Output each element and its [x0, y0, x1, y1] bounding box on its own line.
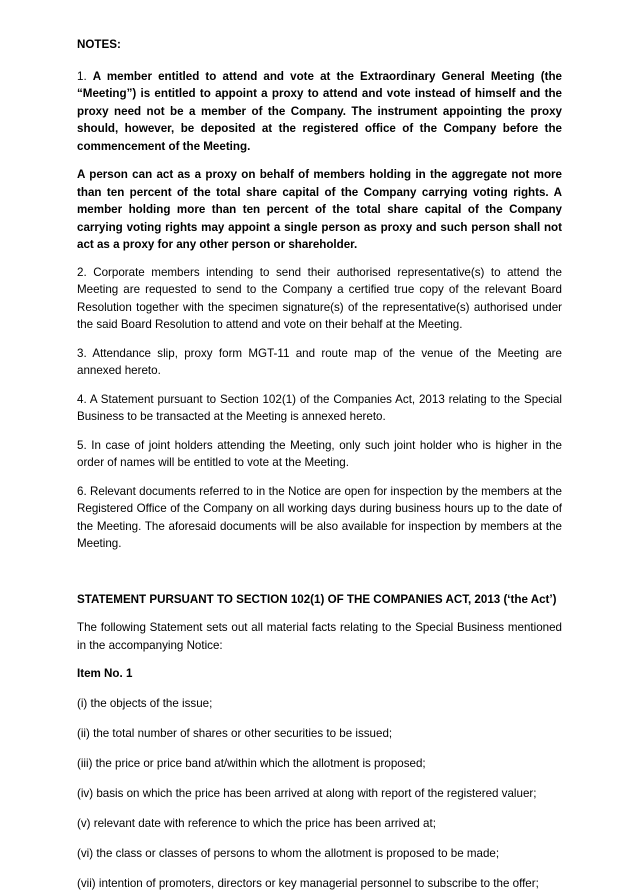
notes-heading: NOTES:	[77, 38, 121, 51]
item-line: (ii) the total number of shares or other securities to be issued;	[77, 726, 393, 740]
item-line: (v) relevant date with reference to which the price has been arrived at;	[77, 816, 436, 830]
statement-heading: STATEMENT PURSUANT TO SECTION 102(1) OF THE COMPANIES ACT, 2013 (‘the Act’)	[77, 592, 557, 606]
note-1	[77, 68, 562, 156]
item-line: (i) the objects of the issue;	[77, 696, 213, 710]
item-line: (iv) basis on which the price has been arrived at along with report of the registered valuer;	[77, 786, 537, 800]
item-line: (vi) the class or classes of persons to whom the allotment is proposed to be made;	[77, 846, 500, 860]
note-3: 3. Attendance slip, proxy form MGT-11 and route map of the venue of the Meeting are annexed hereto.	[77, 346, 562, 377]
item-heading: Item No. 1	[77, 667, 133, 680]
note-1-number: 1.	[77, 69, 93, 83]
note-5: 5. In case of joint holders attending the Meeting, only such joint holder who is higher in the order of names will be entitled to vote at the Meeting.	[77, 438, 562, 469]
note-4: 4. A Statement pursuant to Section 102(1) of the Companies Act, 2013 relating to the Special Business to be transacted at the Meeting is annexed hereto.	[77, 392, 562, 423]
note-1-proxy-limit: A person can act as a proxy on behalf of members holding in the aggregate not more than ten percent of the total share capital of the Company carrying voting rights. A member holding more than ten percent of the total share capital of the Company carrying voting rights may appoint a single person as proxy and such person shall not act as a proxy for any other person or shareholder.	[77, 168, 562, 251]
note-1-text: A member entitled to attend and vote at the Extraordinary General Meeting (the “Meeting”) is entitled to appoint a proxy to attend and vote instead of himself and the proxy need not be a member of the Company. The instrument appointing the proxy should, however, be deposited at the registered office of the Company before the commencement of the Meeting.	[77, 69, 562, 153]
item-line: (iii) the price or price band at/within which the allotment is proposed;	[77, 756, 426, 770]
item-line: (vii) intention of promoters, directors or key managerial personnel to subscribe to the offer;	[77, 877, 539, 891]
statement-intro: The following Statement sets out all material facts relating to the Special Business mentioned in the accompanying Notice:	[77, 621, 562, 652]
note-6: 6. Relevant documents referred to in the Notice are open for inspection by the members at the Registered Office of the Company on all working days during business hours up to the date of the Meeting. The aforesaid documents will be also available for inspection by members at the Meeting.	[77, 484, 562, 550]
note-2: 2. Corporate members intending to send their authorised representative(s) to attend the Meeting are requested to send to the Company a certified true copy of the relevant Board Resolution together with the specimen signature(s) of the representative(s) authorised under the said Board Resolution to attend and vote on their behalf at the Meeting.	[77, 265, 562, 331]
